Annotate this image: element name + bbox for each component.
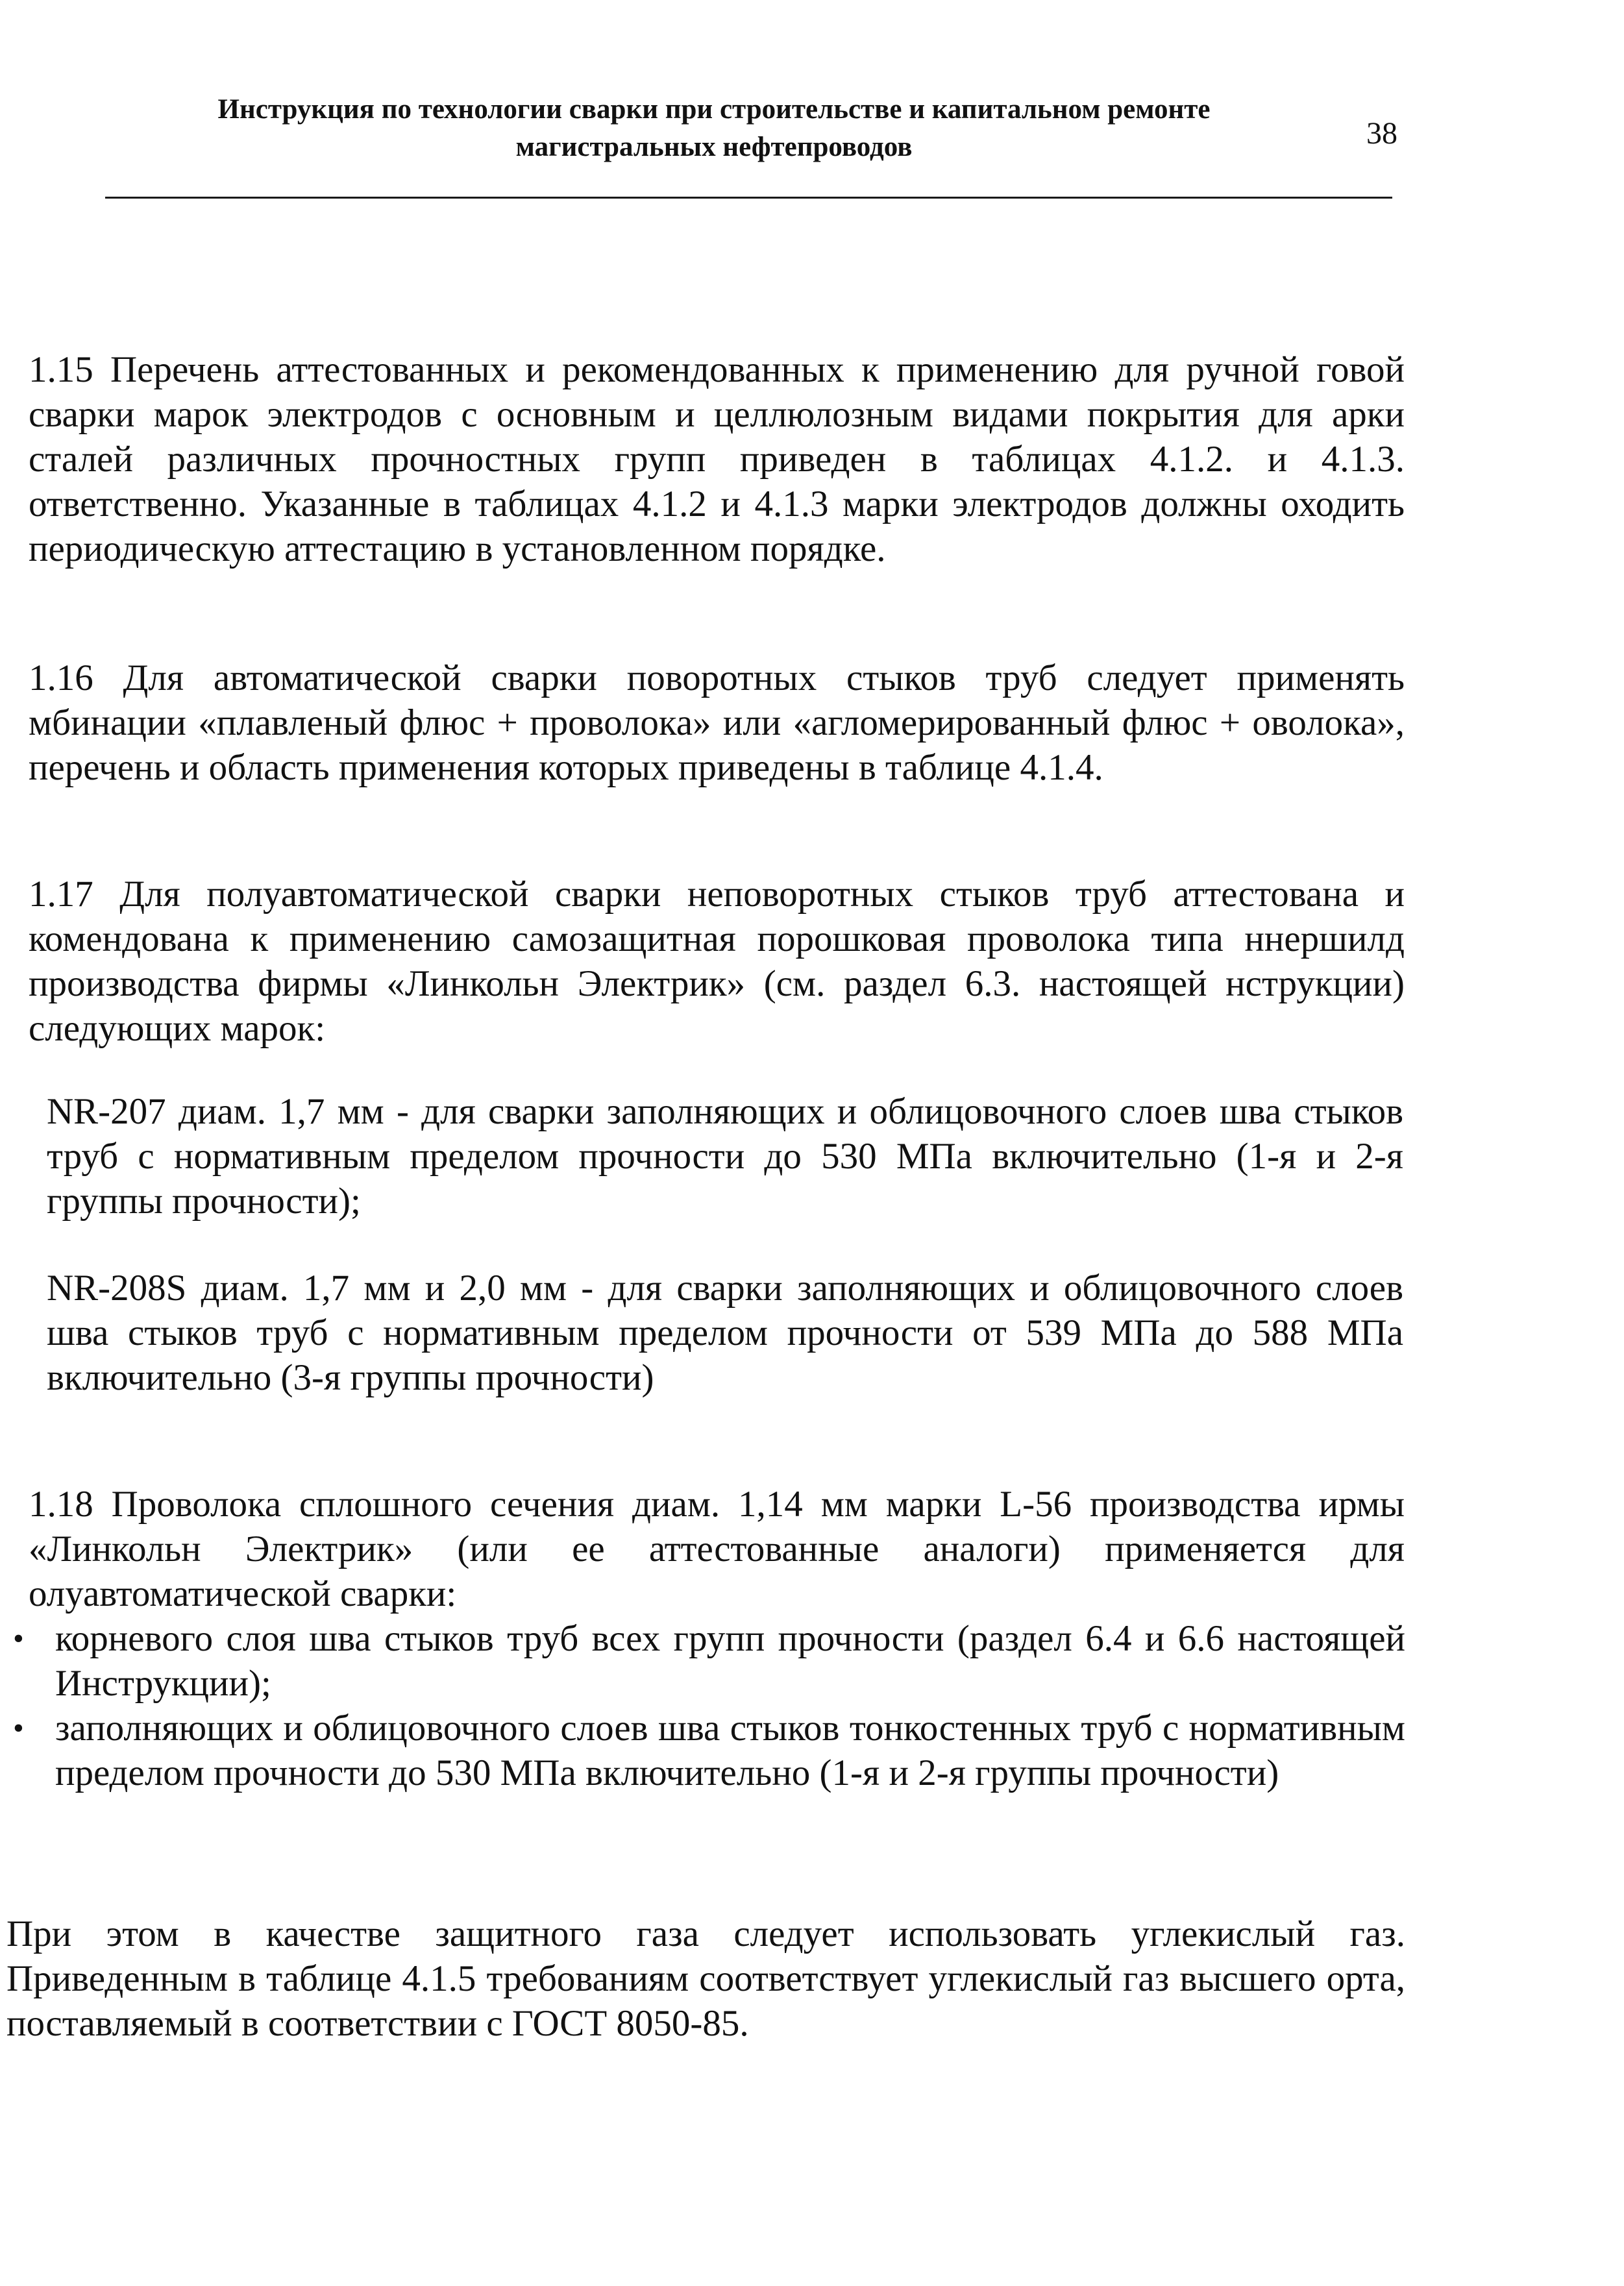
page-header — [97, 91, 1331, 166]
section-4-1-15-paragraph: 1.15 Перечень аттестованных и рекомендованных к применению для ручной говой сварки марок электродов с основным и целлюлозным видами покрытия для арки сталей различных прочностных групп приведен в таблицах 4.1.2. и 4.1.3. ответственно. Указанные в таблицах 4.1.2 и 4.1.3 марки электродов должны оходить периодическую аттестацию в установленном порядке. — [29, 349, 1405, 569]
page-number: 38 — [1366, 116, 1397, 151]
list-item — [13, 1706, 1405, 1795]
header-divider — [105, 197, 1392, 199]
section-4-1-16-paragraph: 1.16 Для автоматической сварки поворотных стыков труб следует применять мбинации «плавленый флюс + проволока» или «агломерированный флюс + оволока», перечень и область применения которых приведены в таблице 4.1.4. — [29, 658, 1405, 788]
list-item-text: заполняющих и облицовочного слоев шва стыков тонкостенных труб с нормативным пределом прочности до 530 МПа включительно (1-я и 2-я группы прочности) — [55, 1708, 1405, 1793]
bullet-icon: • — [13, 1621, 24, 1656]
section-4-1-17-paragraph: 1.17 Для полуавтоматической сварки неповоротных стыков труб аттестована и комендована к применению самозащитная порошковая проволока типа ннершилд производства фирмы «Линкольн Электрик» (см. раздел 6.3. настоящей нструкции) следующих марок: — [29, 874, 1405, 1049]
application-bullet-list — [13, 1616, 1405, 1795]
list-item-text: корневого слоя шва стыков труб всех групп прочности (раздел 6.4 и 6.6 настоящей Инструкции); — [55, 1618, 1405, 1704]
bullet-icon: • — [13, 1711, 24, 1745]
wire-nr208s-description: NR-208S диам. 1,7 мм и 2,0 мм - для сварки заполняющих и облицовочного слоев шва стыков труб с нормативным пределом прочности от 539 МПа до 588 МПа включительно (3-я группы прочности) — [47, 1268, 1403, 1398]
header-title-line2: магистральных нефтепроводов — [515, 132, 913, 162]
section-4-1-18-paragraph: 1.18 Проволока сплошного сечения диам. 1,14 мм марки L-56 производства ирмы «Линкольн Электрик» (или ее аттестованные аналоги) применяется для олуавтоматической сварки: — [29, 1484, 1405, 1614]
wire-nr207-description: NR-207 диам. 1,7 мм - для сварки заполняющих и облицовочного слоев шва стыков труб с нормативным пределом прочности до 530 МПа включительно (1-я и 2-я группы прочности); — [47, 1091, 1403, 1222]
shielding-gas-paragraph: При этом в качестве защитного газа следует использовать углекислый газ. Приведенным в таблице 4.1.5 требованиям соответствует углекислый газ высшего орта, поставляемый в соответствии с ГОСТ 8050-85. — [6, 1913, 1405, 2044]
list-item — [13, 1616, 1405, 1706]
header-title-line1: Инструкция по технологии сварки при строительстве и капитальном ремонте — [217, 94, 1211, 125]
